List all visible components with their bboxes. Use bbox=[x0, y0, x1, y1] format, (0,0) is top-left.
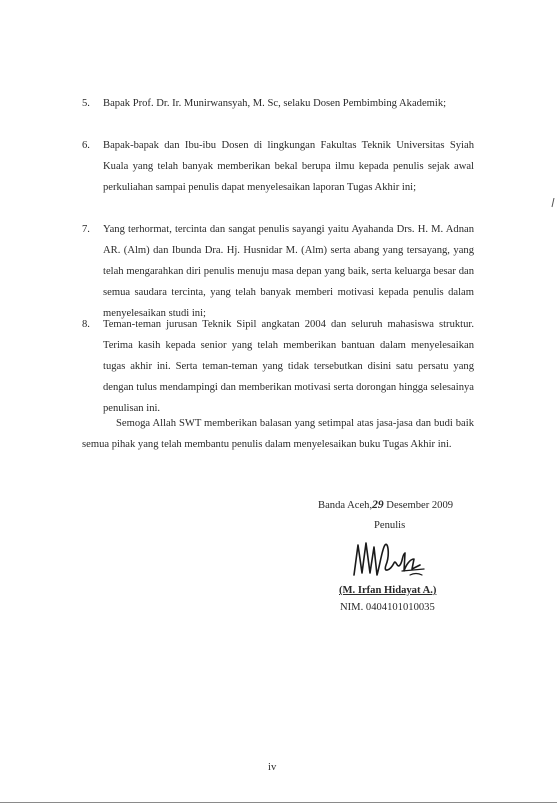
list-item bbox=[82, 135, 474, 198]
place-text: Banda Aceh, bbox=[318, 500, 373, 511]
signer-nim: NIM. 0404101010035 bbox=[340, 602, 435, 613]
list-item bbox=[82, 314, 474, 419]
page-number: iv bbox=[268, 762, 277, 773]
list-number: 6. bbox=[82, 140, 90, 151]
date-day: 29 bbox=[372, 499, 384, 511]
list-item bbox=[82, 219, 474, 324]
margin-scan-mark bbox=[551, 198, 555, 208]
date-month-year: Desember 2009 bbox=[386, 500, 454, 511]
list-number: 7. bbox=[82, 224, 90, 235]
signer-name: (M. Irfan Hidayat A.) bbox=[339, 585, 437, 596]
list-text: Bapak Prof. Dr. Ir. Munirwansyah, M. Sc, selaku Dosen Pembimbing Akademik; bbox=[103, 98, 447, 109]
signer-role: Penulis bbox=[374, 520, 406, 531]
list-number: 5. bbox=[82, 98, 90, 109]
list-item bbox=[82, 93, 474, 114]
scan-edge-line bbox=[0, 802, 557, 803]
handwritten-signature bbox=[350, 535, 430, 585]
list-text: Bapak-bapak dan Ibu-ibu Dosen di lingkungan Fakultas Teknik Universitas Syiah Kuala yang telah banyak memberikan bekal berupa ilmu kepada penulis sejak awal perkuliahan sampai penulis dapat menyelesaikan laporan Tugas Akhir ini; bbox=[103, 140, 474, 193]
list-number: 8. bbox=[82, 319, 90, 330]
list-text: Teman-teman jurusan Teknik Sipil angkatan 2004 dan seluruh mahasiswa struktur. Terima kasih kepada senior yang telah memberikan bantuan dalam menyelesaikan tugas akhir ini. Serta teman-teman yang tidak tersebutkan disini satu persatu yang dengan tulus mendampingi dan memberikan motivasi serta dorongan hingga selesainya penulisan ini. bbox=[103, 319, 474, 414]
closing-paragraph: Semoga Allah SWT memberikan balasan yang setimpal atas jasa-jasa dan budi baik semua pihak yang telah membantu penulis dalam menyelesaikan buku Tugas Akhir ini. bbox=[82, 418, 474, 450]
place-date-line bbox=[318, 499, 453, 511]
list-text: Yang terhormat, tercinta dan sangat penulis sayangi yaitu Ayahanda Drs. H. M. Adnan AR. (Alm) dan Ibunda Dra. Hj. Husnidar M. (Alm) serta abang yang tersayang, yang telah mengarahkan diri penulis menuju masa depan yang baik, serta keluarga besar dan semua saudara tercinta, yang telah banyak memberi motivasi kepada penulis dalam menyelesaikan studi ini; bbox=[103, 224, 474, 319]
